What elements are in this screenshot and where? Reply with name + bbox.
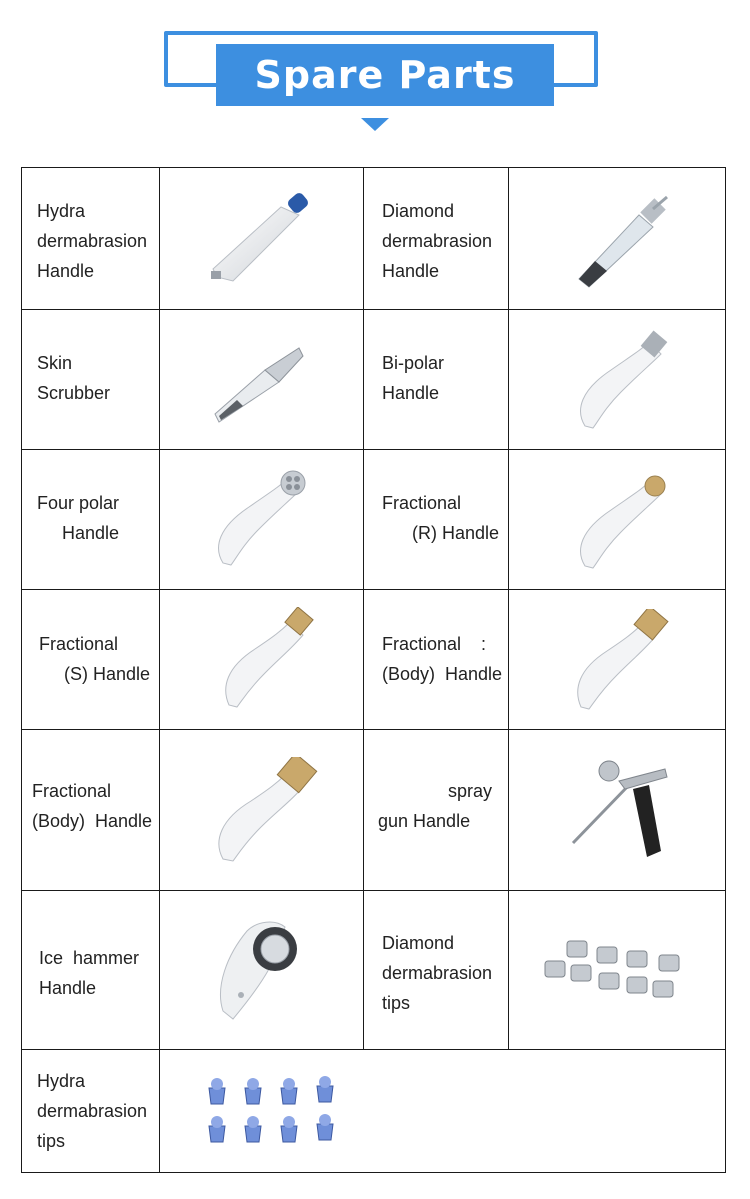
spare-parts-table: [21, 167, 726, 1173]
part-name-spray-gun-handle: spray gun Handle: [378, 781, 493, 831]
page-title: Spare Parts: [254, 53, 516, 97]
bipolar-handle-icon: [571, 330, 671, 437]
part-name-hydra-tips: Hydra dermabrasion tips: [37, 1071, 148, 1151]
fractional-s-handle-icon: [219, 607, 319, 716]
part-name-hydra-handle: Hydra dermabrasion Handle: [37, 201, 148, 281]
fractional-r-handle-icon: [571, 470, 671, 577]
part-name-fractional-s-handle: Fractional (S) Handle: [39, 634, 151, 684]
hydra-handle-icon: [203, 187, 323, 292]
part-name-ice-hammer-handle: Ice hammer Handle: [39, 948, 140, 998]
part-name-diamond-handle: Diamond dermabrasion Handle: [382, 201, 493, 281]
fractional-body-handle-icon: [571, 609, 671, 718]
hydra-tips-icon: [203, 1074, 363, 1159]
fractional-body-handle-icon-2: [211, 757, 321, 870]
ice-hammer-handle-icon: [213, 915, 303, 1030]
part-name-diamond-tips: Diamond dermabrasion tips: [382, 933, 493, 1013]
diamond-handle-icon: [569, 195, 679, 300]
spray-gun-handle-icon: [569, 755, 681, 868]
diamond-tips-icon: [541, 937, 701, 1014]
part-name-fractional-r-handle: Fractional (R) Handle: [382, 493, 500, 543]
part-name-fractional-body-handle: Fractional : (Body) Handle: [382, 634, 503, 684]
part-name-four-polar-handle: Four polar Handle: [37, 493, 120, 543]
skin-scrubber-icon: [209, 330, 309, 435]
part-name-bipolar-handle: Bi-polar Handle: [382, 353, 445, 403]
banner: [216, 44, 554, 106]
part-name-fractional-body-handle-2: Fractional (Body) Handle: [32, 781, 153, 831]
four-polar-handle-icon: [209, 467, 309, 574]
part-name-skin-scrubber: Skin Scrubber: [37, 353, 111, 403]
banner-arrow-icon: [361, 118, 389, 131]
